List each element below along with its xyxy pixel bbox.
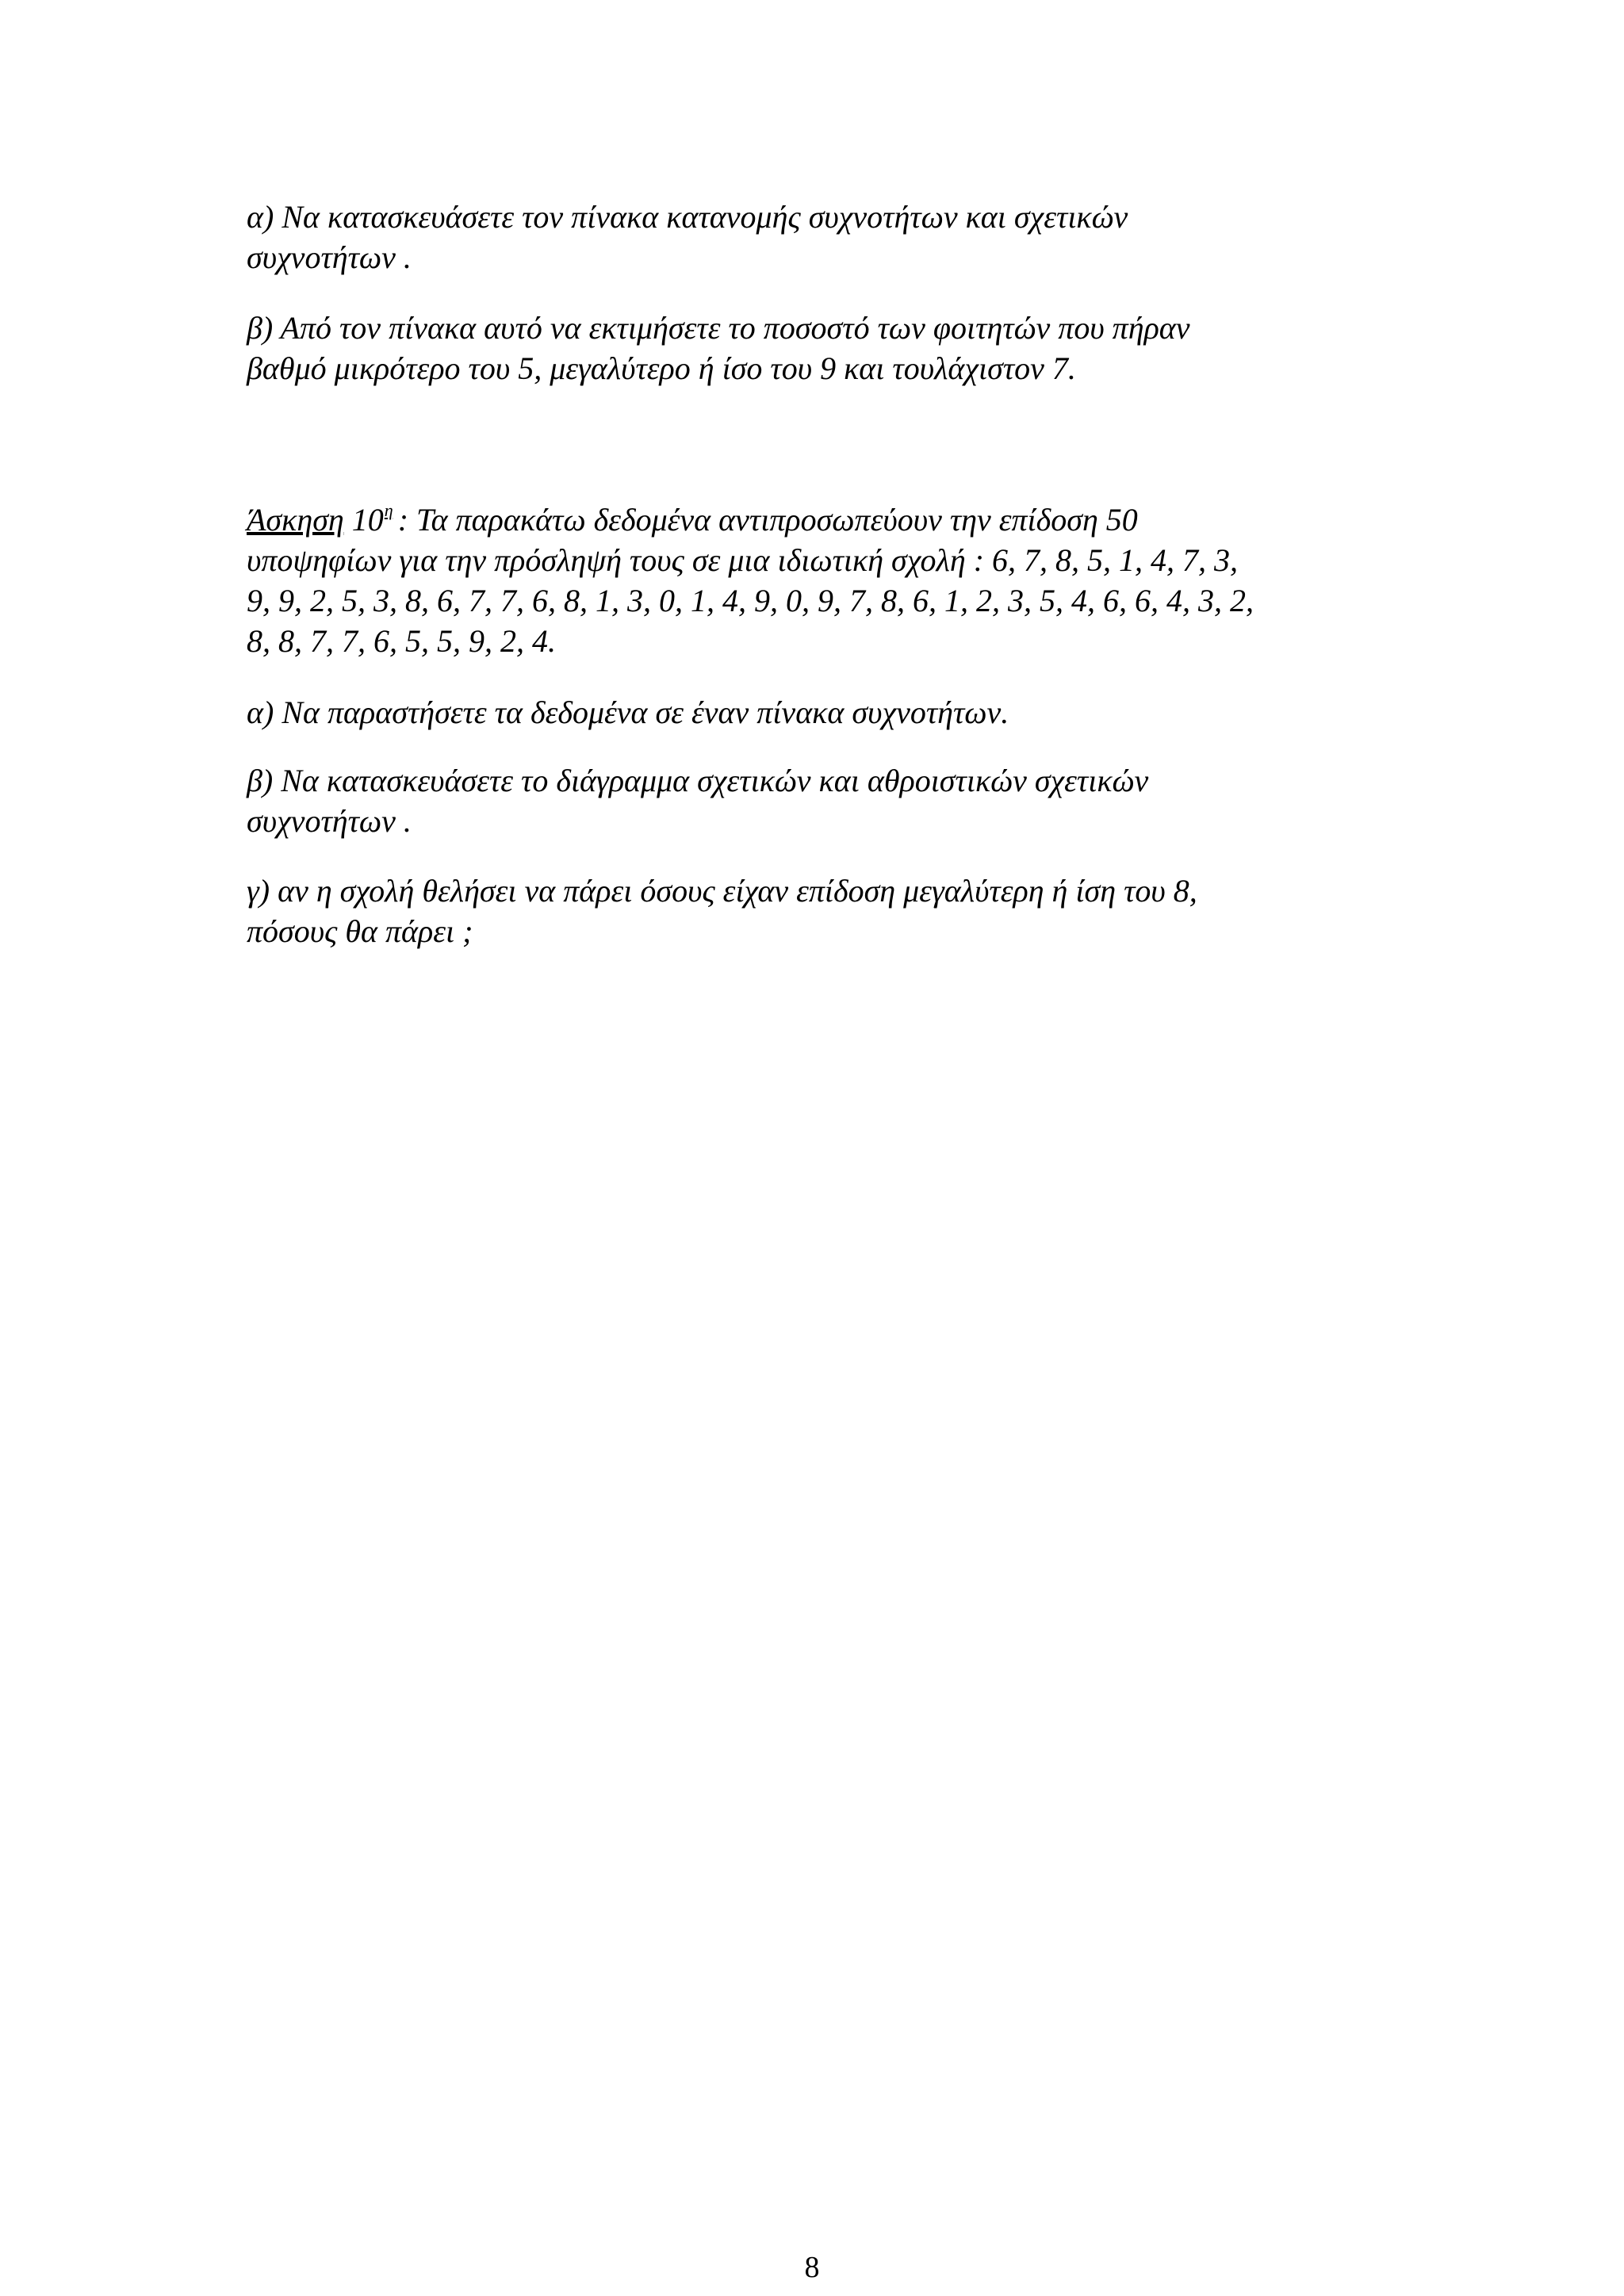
exercise-statement: Άσκηση 10η : Τα παρακάτω δεδομένα αντιπροσωπεύουν την επίδοση 50 υποψηφίων για την πρόσληψή τους σε μια ιδιωτική σχολή : 6, 7, 8, 5, 1, 4, 7, 3, 9, 9, 2, 5, 3, 8, 6, 7, 7, 6, 8, 1, 3, 0, 1, 4, 9, 0, 9, 7, 8, 6, 1, 2, 3, 5, 4, 6, 6, 4, 3, 2, 8, 8, 7, 7, 6, 5, 5, 9, 2, 4. [247,500,1254,659]
question-c-line1: γ) αν η σχολή θελήσει να πάρει όσους είχαν επίδοση μεγαλύτερη ή ίση του 8, [247,873,1197,909]
previous-question-b-line2: βαθμό μικρότερο του 5, μεγαλύτερο ή ίσο του 9 και τουλάχιστον 7. [247,350,1076,386]
previous-question-a-line2: συχνοτήτων . [247,239,412,275]
question-b-line1: β) Να κατασκευάσετε το διάγραμμα σχετικών και αθροιστικών σχετικών [247,763,1149,798]
question-c [247,871,1436,951]
exercise-line2: υποψηφίων για την πρόσληψή τους σε μια ιδιωτική σχολή : 6, 7, 8, 5, 1, 4, 7, 3, [247,542,1239,578]
question-b [247,760,1436,841]
exercise-number: 10 [351,502,384,538]
exercise-line4: 8, 8, 7, 7, 6, 5, 5, 9, 2, 4. [247,623,556,659]
previous-question-b-line1: β) Από τον πίνακα αυτό να εκτιμήσετε το ποσοστό των φοιτητών που πήραν [247,310,1190,346]
page-number: 8 [804,2251,820,2284]
exercise-line3: 9, 9, 2, 5, 3, 8, 6, 7, 7, 6, 8, 1, 3, 0, 1, 4, 9, 0, 9, 7, 8, 6, 1, 2, 3, 5, 4, 6, 6, 4, 3, 2, [247,583,1254,618]
question-a-text: α) Να παραστήσετε τα δεδομένα σε έναν πίνακα συχνοτήτων. [247,695,1009,730]
previous-question-a [247,197,1436,277]
previous-question-a-line1: α) Να κατασκευάσετε τον πίνακα κατανομής συχνοτήτων και σχετικών [247,199,1128,235]
previous-question-b [247,308,1436,388]
question-c-line2: πόσους θα πάρει ; [247,913,473,949]
exercise-label: Άσκηση [247,502,344,538]
exercise-line1: : Τα παρακάτω δεδομένα αντιπροσωπεύουν την επίδοση 50 [397,502,1138,538]
question-b-line2: συχνοτήτων . [247,803,412,839]
question-a [247,692,1436,733]
